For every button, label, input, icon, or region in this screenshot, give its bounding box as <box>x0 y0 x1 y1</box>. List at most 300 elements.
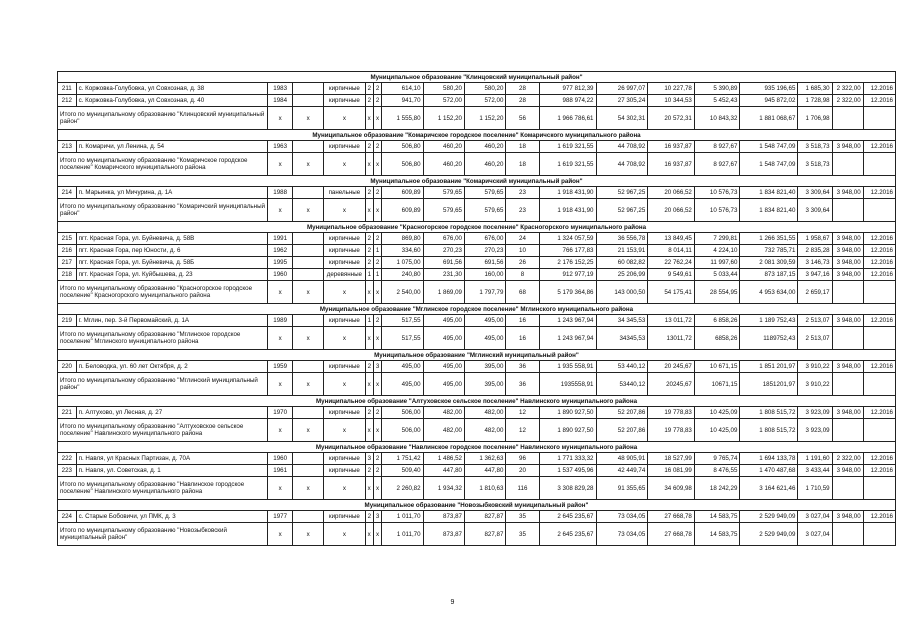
table-cell: п. Комаричи, ул Ленина, д. 54 <box>76 141 268 153</box>
table-cell: 42 449,74 <box>596 465 648 477</box>
table-cell: 211 <box>58 83 77 95</box>
table-cell: 1 191,60 <box>798 453 832 465</box>
table-cell: 1 548 747,09 <box>740 141 798 153</box>
table-cell: 12.2016 <box>863 257 895 269</box>
table-cell: х <box>293 419 324 442</box>
table-cell: х <box>324 199 365 222</box>
table-cell: х <box>373 199 381 222</box>
total-label: Итого по муниципальному образованию "Комаричское городское поселение" Комаричского муниципального района <box>58 153 268 176</box>
table-cell: х <box>268 477 293 500</box>
table-cell: 8 476,55 <box>694 465 740 477</box>
table-cell: 20 066,52 <box>648 199 695 222</box>
table-cell: кирпичные <box>324 465 365 477</box>
table-cell: 7 299,81 <box>694 233 740 245</box>
table-cell: 460,20 <box>464 141 505 153</box>
table-row <box>58 187 896 199</box>
table-cell: 44 708,92 <box>596 153 648 176</box>
table-cell: 2 <box>365 83 373 95</box>
table-cell: 482,00 <box>464 419 505 442</box>
table-cell: х <box>268 199 293 222</box>
table-cell: 495,00 <box>423 373 464 396</box>
table-cell <box>863 107 895 130</box>
table-cell: 12.2016 <box>863 141 895 153</box>
table-row <box>58 315 896 327</box>
section-header-row <box>58 304 896 315</box>
section-title: Муниципальное образование "Мглинское городское поселение" Мглинского муниципального района <box>58 304 896 315</box>
table-cell: 506,00 <box>382 407 423 419</box>
table-cell: х <box>268 153 293 176</box>
table-cell: 3 910,22 <box>798 373 832 396</box>
table-cell <box>293 453 324 465</box>
table-cell: пгт. Красная Гора, ул. Буйневича, д. 58Б <box>76 257 268 269</box>
table-cell: х <box>365 281 373 304</box>
table-cell: 28 <box>506 95 539 107</box>
table-cell: 3 <box>373 361 381 373</box>
total-row <box>58 107 896 130</box>
table-cell: х <box>324 281 365 304</box>
table-cell: 873,87 <box>423 511 464 523</box>
table-cell: 3 948,00 <box>832 361 863 373</box>
table-cell: 509,40 <box>382 465 423 477</box>
table-row <box>58 453 896 465</box>
table-row <box>58 95 896 107</box>
table-cell: 3 910,22 <box>798 361 832 373</box>
table-cell: 9 549,61 <box>648 269 695 281</box>
table-cell: 495,00 <box>423 327 464 350</box>
table-cell: 1 808 515,72 <box>740 419 798 442</box>
table-row <box>58 257 896 269</box>
table-cell: 2 <box>373 453 381 465</box>
table-cell: 1 810,63 <box>464 477 505 500</box>
table-cell: 1 728,98 <box>798 95 832 107</box>
table-cell <box>832 107 863 130</box>
table-cell: 213 <box>58 141 77 153</box>
table-cell: х <box>373 477 381 500</box>
section-header-row <box>58 72 896 83</box>
table-cell: 2 <box>365 95 373 107</box>
table-cell: 1 881 068,67 <box>740 107 798 130</box>
table-cell: 2 513,07 <box>798 315 832 327</box>
table-cell: 3 <box>365 453 373 465</box>
table-cell: 223 <box>58 465 77 477</box>
total-row <box>58 199 896 222</box>
table-cell: 395,00 <box>464 373 505 396</box>
table-cell: 1960 <box>268 453 293 465</box>
table-cell <box>293 233 324 245</box>
table-cell <box>293 465 324 477</box>
table-cell: пгт. Красная Гора, ул. Куйбышева, д. 23 <box>76 269 268 281</box>
table-cell: 8 927,67 <box>694 141 740 153</box>
table-cell: 10 425,09 <box>694 419 740 442</box>
total-row <box>58 153 896 176</box>
table-cell: 3 164 621,46 <box>740 477 798 500</box>
table-cell: 27 668,78 <box>648 523 695 546</box>
table-cell: 16 081,99 <box>648 465 695 477</box>
table-cell: 1970 <box>268 407 293 419</box>
table-cell: 460,20 <box>423 153 464 176</box>
table-cell: 3 027,04 <box>798 511 832 523</box>
table-cell: 53 440,12 <box>596 361 648 373</box>
table-cell <box>293 269 324 281</box>
table-cell: 13011,72 <box>648 327 695 350</box>
table-cell: 12.2016 <box>863 83 895 95</box>
table-cell: 517,55 <box>382 327 423 350</box>
table-cell: 12.2016 <box>863 95 895 107</box>
table-cell: 1 935 558,91 <box>539 361 596 373</box>
table-cell: 143 000,50 <box>596 281 648 304</box>
table-cell: 1 486,52 <box>423 453 464 465</box>
table-cell: 2 <box>373 95 381 107</box>
table-cell: х <box>324 153 365 176</box>
table-cell: 1 869,09 <box>423 281 464 304</box>
table-cell: 506,80 <box>382 141 423 153</box>
table-cell: 506,00 <box>382 419 423 442</box>
table-cell <box>293 83 324 95</box>
table-cell: 2 <box>365 407 373 419</box>
table-cell: 18 527,99 <box>648 453 695 465</box>
table-cell: 12 <box>506 407 539 419</box>
table-cell: 827,87 <box>464 511 505 523</box>
table-row <box>58 511 896 523</box>
table-cell: 18 <box>506 141 539 153</box>
table-cell: 495,00 <box>423 361 464 373</box>
table-row <box>58 407 896 419</box>
table-cell: х <box>373 327 381 350</box>
table-cell: 2 <box>373 83 381 95</box>
table-cell: 1 537 495,96 <box>539 465 596 477</box>
table-cell <box>832 327 863 350</box>
table-cell: х <box>324 523 365 546</box>
table-cell: панельные <box>324 187 365 199</box>
table-cell: 2 322,00 <box>832 83 863 95</box>
table-cell: 5 390,89 <box>694 83 740 95</box>
table-cell: 1 555,80 <box>382 107 423 130</box>
table-cell: 691,56 <box>464 257 505 269</box>
table-cell: 10 843,32 <box>694 107 740 130</box>
total-row <box>58 477 896 500</box>
table-cell: 3 948,00 <box>832 257 863 269</box>
table-cell: х <box>293 107 324 130</box>
table-cell: 1 324 057,59 <box>539 233 596 245</box>
section-title: Муниципальное образование "Клинцовский муниципальный район" <box>58 72 896 83</box>
table-cell: 1977 <box>268 511 293 523</box>
table-cell: 941,70 <box>382 95 423 107</box>
table-cell: 1962 <box>268 245 293 257</box>
table-cell: 216 <box>58 245 77 257</box>
table-cell: кирпичные <box>324 83 365 95</box>
table-cell: х <box>293 327 324 350</box>
table-cell: 16 <box>506 327 539 350</box>
table-cell: кирпичные <box>324 245 365 257</box>
table-cell: 609,89 <box>382 199 423 222</box>
table-cell <box>863 373 895 396</box>
table-cell: 270,23 <box>464 245 505 257</box>
table-cell: 224 <box>58 511 77 523</box>
table-row <box>58 83 896 95</box>
table-cell: 8 014,11 <box>648 245 695 257</box>
table-cell: 222 <box>58 453 77 465</box>
table-cell: 12.2016 <box>863 315 895 327</box>
table-cell: х <box>268 523 293 546</box>
table-cell: 116 <box>506 477 539 500</box>
table-cell: 766 177,83 <box>539 245 596 257</box>
table-cell: 36 <box>506 373 539 396</box>
table-cell: 10 425,09 <box>694 407 740 419</box>
table-cell: 447,80 <box>423 465 464 477</box>
table-cell: 2 <box>365 465 373 477</box>
table-cell: 3 948,00 <box>832 245 863 257</box>
table-cell: 26 <box>506 257 539 269</box>
table-cell: х <box>373 153 381 176</box>
table-cell: 3 948,00 <box>832 187 863 199</box>
table-cell: 676,00 <box>464 233 505 245</box>
table-cell: 2 <box>373 257 381 269</box>
table-cell: 35 <box>506 523 539 546</box>
table-cell: 482,00 <box>423 419 464 442</box>
table-cell: 270,23 <box>423 245 464 257</box>
table-cell: 3 948,00 <box>832 269 863 281</box>
table-cell: 5 179 364,86 <box>539 281 596 304</box>
table-cell: 1 189 752,43 <box>740 315 798 327</box>
table-cell: п. Алтухово, ул Лесная, д. 27 <box>76 407 268 419</box>
table-cell: 10 <box>506 245 539 257</box>
total-label: Итого по муниципальному образованию "Мглинский муниципальный район" <box>58 373 268 396</box>
table-cell: 2 <box>365 233 373 245</box>
table-cell: 54 175,41 <box>648 281 695 304</box>
table-cell <box>832 419 863 442</box>
table-cell: 10 576,73 <box>694 199 740 222</box>
table-cell <box>293 407 324 419</box>
table-cell: 827,87 <box>464 523 505 546</box>
table-cell: 12.2016 <box>863 269 895 281</box>
table-cell: 3 923,09 <box>798 407 832 419</box>
table-cell: 4 953 634,00 <box>740 281 798 304</box>
table-cell: 2 <box>365 257 373 269</box>
table-cell: 2 <box>365 187 373 199</box>
table-cell: 16 937,87 <box>648 153 695 176</box>
total-label: Итого по муниципальному образованию "Алтуховское сельское поселение" Навлинского муниципального района <box>58 419 268 442</box>
table-cell: 614,10 <box>382 83 423 95</box>
table-cell: п. Беловодка, ул. 60 лет Октября, д. 2 <box>76 361 268 373</box>
table-cell <box>863 477 895 500</box>
table-cell: 609,89 <box>382 187 423 199</box>
table-cell: 2 659,17 <box>798 281 832 304</box>
table-cell: х <box>373 107 381 130</box>
table-cell: 3 948,00 <box>832 315 863 327</box>
section-title: Муниципальное образование "Новозыбковский муниципальный район" <box>58 500 896 511</box>
table-cell: 3 948,00 <box>832 465 863 477</box>
table-cell: 482,00 <box>423 407 464 419</box>
table-cell: 217 <box>58 257 77 269</box>
table-cell: 1 <box>365 269 373 281</box>
table-cell: 935 196,65 <box>740 83 798 95</box>
table-cell: 2 529 949,09 <box>740 523 798 546</box>
table-cell: 2 <box>373 315 381 327</box>
table-cell: 2 <box>365 511 373 523</box>
table-cell: 1 619 321,55 <box>539 141 596 153</box>
table-cell: 2 529 949,09 <box>740 511 798 523</box>
table-cell: 73 034,05 <box>596 511 648 523</box>
table-cell: 873,87 <box>423 523 464 546</box>
table-cell: 12.2016 <box>863 465 895 477</box>
table-cell: 691,56 <box>423 257 464 269</box>
table-cell: 1 797,79 <box>464 281 505 304</box>
table-cell: 1 706,98 <box>798 107 832 130</box>
table-cell: 27 305,24 <box>596 95 648 107</box>
table-cell: 506,80 <box>382 153 423 176</box>
table-cell: х <box>268 327 293 350</box>
table-cell: кирпичные <box>324 407 365 419</box>
table-cell: 12.2016 <box>863 187 895 199</box>
table-cell: 2 <box>373 233 381 245</box>
table-cell: 218 <box>58 269 77 281</box>
table-cell: х <box>365 523 373 546</box>
table-cell: 1 694 133,78 <box>740 453 798 465</box>
table-cell: х <box>373 281 381 304</box>
table-cell: 44 708,92 <box>596 141 648 153</box>
table-cell: 579,65 <box>423 187 464 199</box>
section-header-row <box>58 442 896 453</box>
table-cell <box>863 153 895 176</box>
table-cell: 3 923,09 <box>798 419 832 442</box>
table-cell: х <box>324 107 365 130</box>
section-title: Муниципальное образование "Мглинский муниципальный район" <box>58 350 896 361</box>
table-cell: 579,65 <box>464 199 505 222</box>
table-cell: 12.2016 <box>863 245 895 257</box>
table-cell: 20 <box>506 465 539 477</box>
table-cell: х <box>293 477 324 500</box>
table-cell <box>832 199 863 222</box>
table-cell: 8 927,67 <box>694 153 740 176</box>
table-cell: 3 518,73 <box>798 153 832 176</box>
table-cell: 12.2016 <box>863 361 895 373</box>
section-header-row <box>58 350 896 361</box>
table-cell: 20 572,31 <box>648 107 695 130</box>
table-cell: пгт. Красная Гора, пер Юности, д. 6 <box>76 245 268 257</box>
table-cell: кирпичные <box>324 257 365 269</box>
table-cell: 2 <box>373 141 381 153</box>
table-cell: 3 433,44 <box>798 465 832 477</box>
table-cell <box>293 187 324 199</box>
table-cell: х <box>373 523 381 546</box>
table-cell <box>293 245 324 257</box>
table-cell: 6858,26 <box>694 327 740 350</box>
table-cell: 2 260,82 <box>382 477 423 500</box>
table-cell: 36 556,78 <box>596 233 648 245</box>
table-cell: 2 <box>365 245 373 257</box>
table-cell: 1 <box>373 245 381 257</box>
table-cell: 334,60 <box>382 245 423 257</box>
table-cell: 495,00 <box>382 361 423 373</box>
table-cell: 160,00 <box>464 269 505 281</box>
table-cell: 988 974,22 <box>539 95 596 107</box>
table-cell: кирпичные <box>324 453 365 465</box>
table-cell: 25 206,99 <box>596 269 648 281</box>
table-cell: 27 668,78 <box>648 511 695 523</box>
table-cell: 2 <box>365 141 373 153</box>
table-cell: 873 187,15 <box>740 269 798 281</box>
table-cell: х <box>365 477 373 500</box>
table-cell: 676,00 <box>423 233 464 245</box>
table-cell: п. Марьинка, ул Мичурина, д. 1А <box>76 187 268 199</box>
total-label: Итого по муниципальному образованию "Клинцовский муниципальный район" <box>58 107 268 130</box>
table-cell: х <box>293 199 324 222</box>
table-cell: 73 034,05 <box>596 523 648 546</box>
table-cell: 240,80 <box>382 269 423 281</box>
table-cell: 68 <box>506 281 539 304</box>
table-cell <box>293 257 324 269</box>
table-cell: 517,55 <box>382 315 423 327</box>
table-cell: 1 710,59 <box>798 477 832 500</box>
table-cell: 2 <box>365 361 373 373</box>
table-cell: 16 937,87 <box>648 141 695 153</box>
table-cell: 572,00 <box>423 95 464 107</box>
table-cell: 2 322,00 <box>832 95 863 107</box>
table-cell: 572,00 <box>464 95 505 107</box>
section-title: Муниципальное образование "Комаричский муниципальный район" <box>58 176 896 187</box>
table-cell <box>293 315 324 327</box>
total-row <box>58 281 896 304</box>
table-cell: 1991 <box>268 233 293 245</box>
total-label: Итого по муниципальному образованию "Красногорское городское поселение" Красногорского муниципального района <box>58 281 268 304</box>
table-cell: х <box>293 153 324 176</box>
table-cell: 732 785,71 <box>740 245 798 257</box>
section-title: Муниципальное образование "Навлинское городское поселение" Навлинского муниципального района <box>58 442 896 453</box>
table-cell: 1 362,63 <box>464 453 505 465</box>
table-cell: 1851201,97 <box>740 373 798 396</box>
table-cell: 1988 <box>268 187 293 199</box>
table-cell: 48 905,91 <box>596 453 648 465</box>
table-cell: 3 947,16 <box>798 269 832 281</box>
table-cell: х <box>365 327 373 350</box>
table-cell: 1 751,42 <box>382 453 423 465</box>
table-cell: 580,20 <box>423 83 464 95</box>
table-row <box>58 141 896 153</box>
table-cell: х <box>324 477 365 500</box>
table-cell: 1 <box>365 315 373 327</box>
table-cell: 26 997,07 <box>596 83 648 95</box>
table-cell: 16 <box>506 315 539 327</box>
table-cell: кирпичные <box>324 511 365 523</box>
table-cell: 21 153,91 <box>596 245 648 257</box>
table-cell <box>863 523 895 546</box>
table-cell: 1 075,00 <box>382 257 423 269</box>
table-cell: 53440,12 <box>596 373 648 396</box>
table-cell: 1960 <box>268 269 293 281</box>
table-cell: 10 344,53 <box>648 95 695 107</box>
table-cell: 580,20 <box>464 83 505 95</box>
table-cell: х <box>268 281 293 304</box>
table-cell: 5 033,44 <box>694 269 740 281</box>
table-cell: 22 762,24 <box>648 257 695 269</box>
table-cell: 2 322,00 <box>832 453 863 465</box>
table-cell: 20 066,52 <box>648 187 695 199</box>
total-row <box>58 327 896 350</box>
table-cell: 1 918 431,90 <box>539 187 596 199</box>
table-cell: 460,20 <box>423 141 464 153</box>
table-cell: 12 <box>506 419 539 442</box>
table-cell: 2 645 235,67 <box>539 511 596 523</box>
section-header-row <box>58 396 896 407</box>
table-cell: 2 513,07 <box>798 327 832 350</box>
table-cell: 28 554,95 <box>694 281 740 304</box>
table-cell: 221 <box>58 407 77 419</box>
table-cell: х <box>268 107 293 130</box>
table-row <box>58 465 896 477</box>
table-cell: 231,30 <box>423 269 464 281</box>
table-cell: 2 645 235,67 <box>539 523 596 546</box>
table-cell: 220 <box>58 361 77 373</box>
